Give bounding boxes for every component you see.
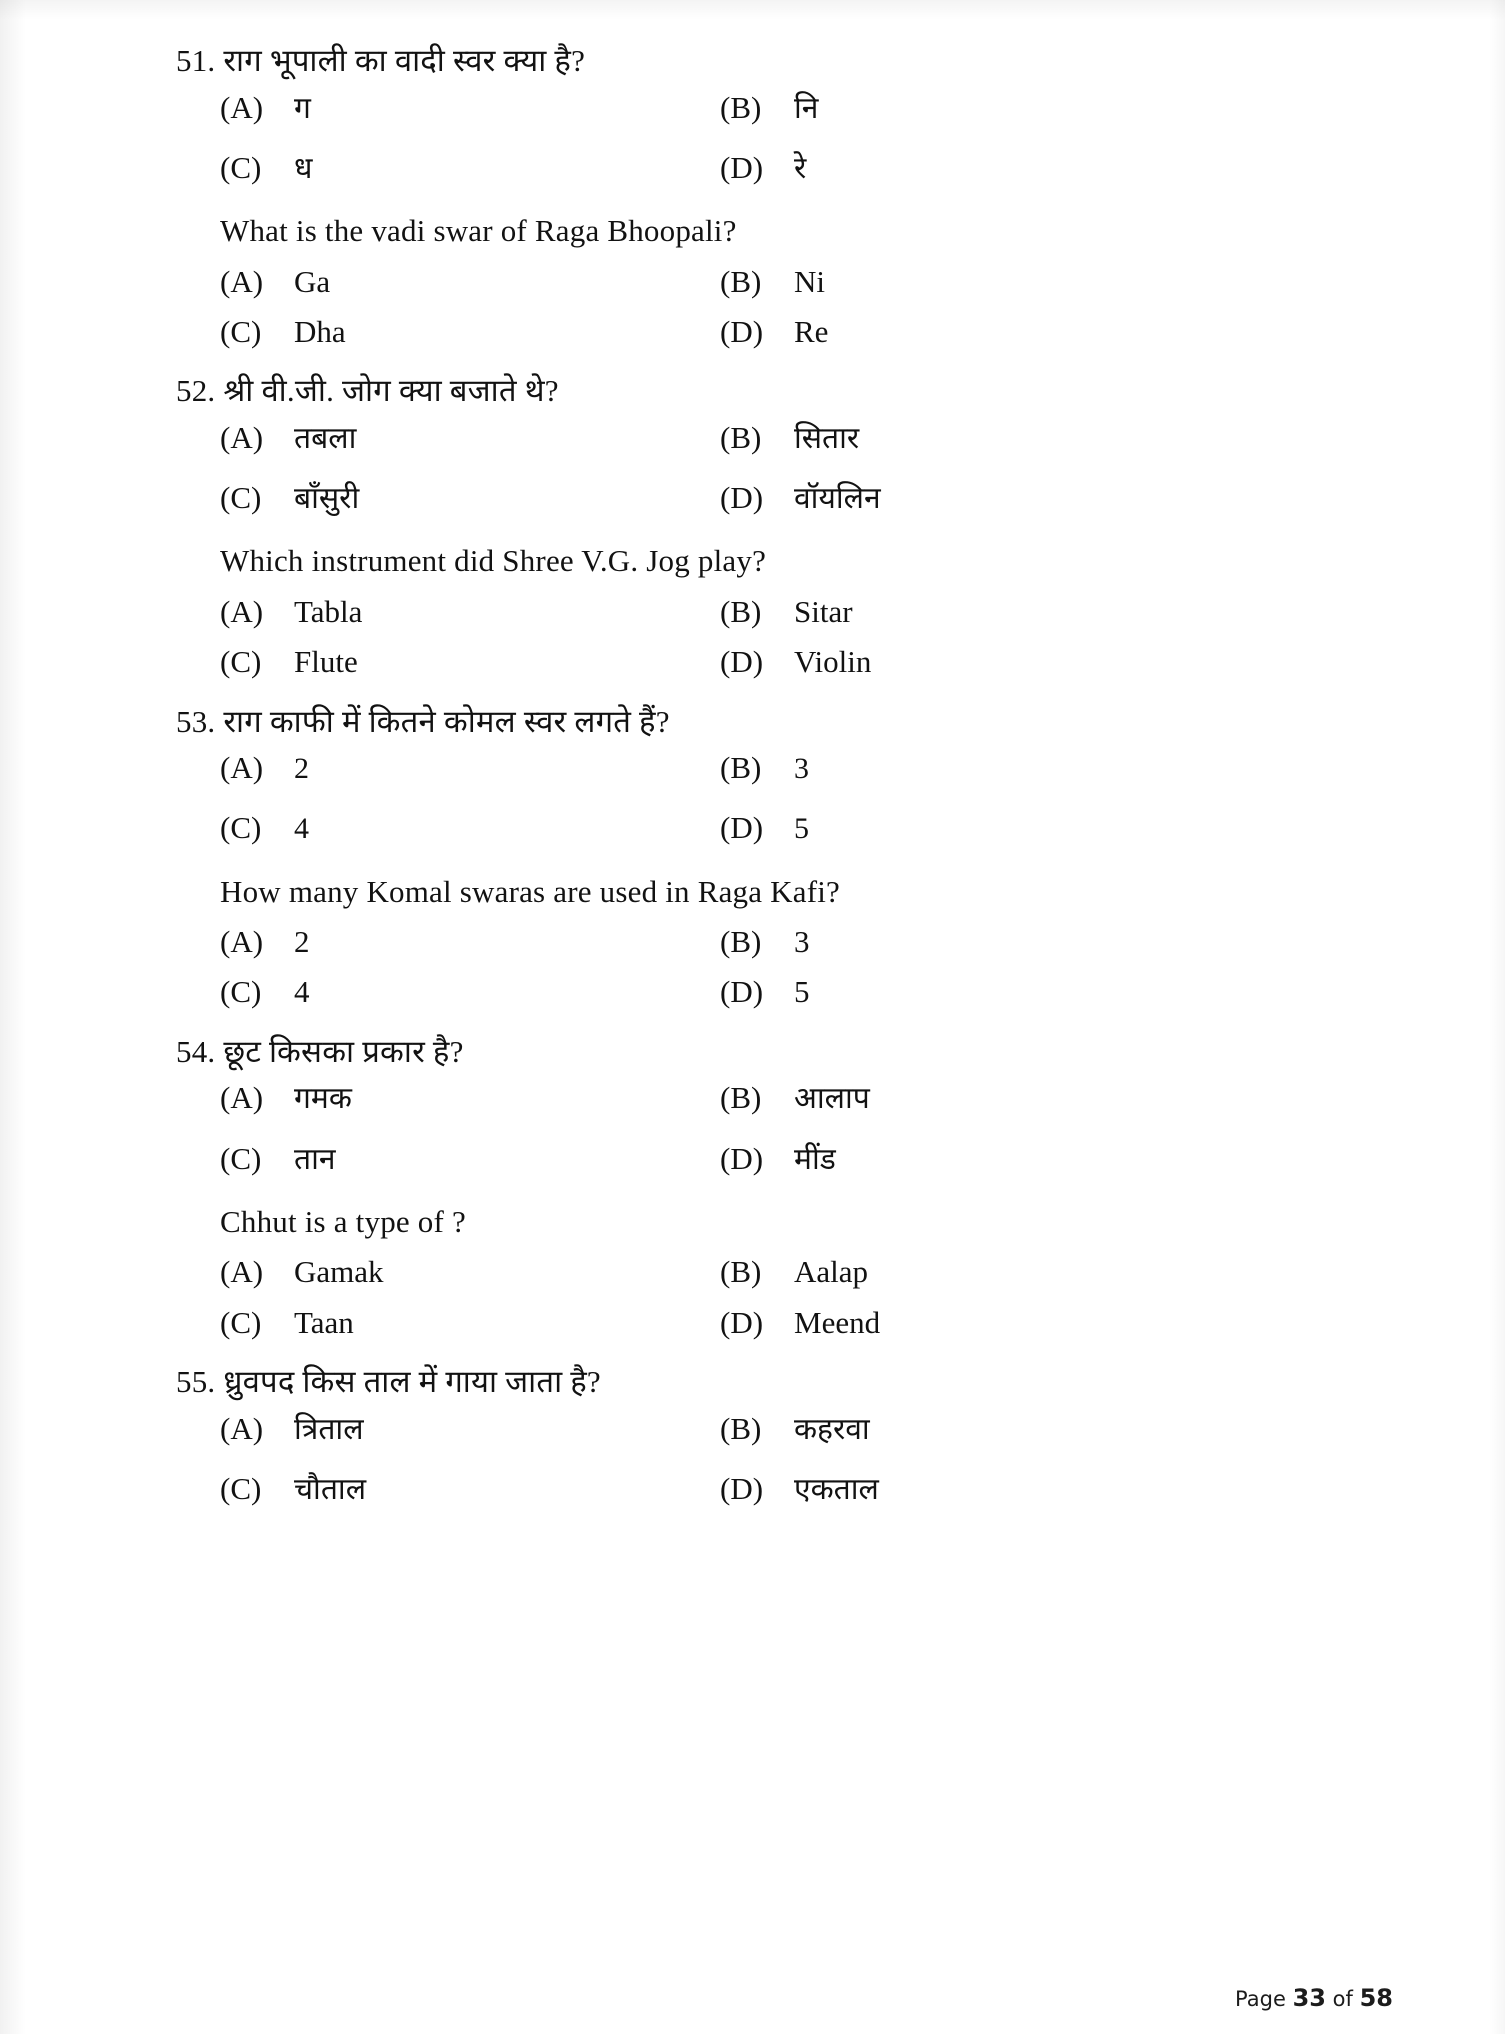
options-grid bbox=[176, 1409, 1356, 1518]
option-key: (C) bbox=[220, 1470, 262, 1506]
question-stem-hindi bbox=[176, 1361, 1356, 1403]
option-text: Violin bbox=[794, 644, 872, 680]
option-key: (C) bbox=[220, 480, 262, 516]
option-text: 5 bbox=[794, 974, 810, 1010]
option-b[interactable] bbox=[720, 1252, 1356, 1298]
block-spacer bbox=[176, 1349, 1356, 1359]
option-b[interactable] bbox=[720, 922, 1356, 968]
option-text: 4 bbox=[294, 974, 310, 1010]
option-text: 5 bbox=[794, 812, 809, 846]
question-stem-english: Which instrument did Shree V.G. Jog play? bbox=[220, 543, 767, 579]
question-text-hindi: राग काफी में कितने कोमल स्वर लगते हैं? bbox=[223, 703, 670, 739]
option-key: (A) bbox=[220, 750, 264, 786]
option-a[interactable] bbox=[220, 88, 720, 136]
option-key: (D) bbox=[720, 480, 764, 516]
option-c[interactable] bbox=[220, 1303, 720, 1349]
option-a[interactable] bbox=[220, 418, 720, 466]
option-key: (C) bbox=[220, 810, 262, 846]
options-grid bbox=[176, 1078, 1356, 1187]
option-key: (B) bbox=[720, 1410, 762, 1446]
question-stem-hindi bbox=[176, 370, 1356, 412]
footer-total-pages: 58 bbox=[1359, 1984, 1393, 2012]
option-a[interactable] bbox=[220, 922, 720, 968]
option-text: कहरवा bbox=[794, 1412, 870, 1446]
option-a[interactable] bbox=[220, 1252, 720, 1298]
footer-label-of: of bbox=[1332, 1987, 1353, 2011]
scan-shadow-left bbox=[0, 0, 26, 2034]
question-text-hindi: श्री वी.जी. जोग क्या बजाते थे? bbox=[223, 373, 559, 409]
option-text: 3 bbox=[794, 752, 809, 786]
question-number: 52. bbox=[176, 373, 216, 409]
option-text: सितार bbox=[794, 421, 860, 455]
option-key: (D) bbox=[720, 644, 764, 680]
options-grid bbox=[176, 592, 1356, 689]
question-stem-hindi bbox=[176, 1031, 1356, 1073]
option-d[interactable] bbox=[720, 808, 1356, 856]
option-text: Dha bbox=[294, 313, 346, 349]
option-b[interactable] bbox=[720, 418, 1356, 466]
option-a[interactable] bbox=[220, 1078, 720, 1126]
option-b[interactable] bbox=[720, 592, 1356, 638]
option-text: Taan bbox=[294, 1304, 354, 1340]
option-key: (D) bbox=[720, 313, 764, 349]
option-text: ध bbox=[294, 151, 313, 185]
option-key: (C) bbox=[220, 313, 262, 349]
option-b[interactable] bbox=[720, 1078, 1356, 1126]
option-text: Meend bbox=[794, 1304, 881, 1340]
question-stem-english: Chhut is a type of ? bbox=[220, 1203, 466, 1239]
question-block bbox=[176, 1361, 1356, 1517]
question-stem-hindi bbox=[176, 701, 1356, 743]
scan-shadow-top bbox=[0, 0, 1505, 20]
block-spacer bbox=[176, 689, 1356, 699]
option-b[interactable] bbox=[720, 748, 1356, 796]
block-spacer bbox=[176, 358, 1356, 368]
question-number: 55. bbox=[176, 1364, 216, 1399]
option-key: (D) bbox=[720, 810, 764, 846]
option-d[interactable] bbox=[720, 478, 1356, 526]
question-block bbox=[176, 1031, 1356, 1359]
option-key: (D) bbox=[720, 1470, 764, 1506]
question-stem-english: What is the vadi swar of Raga Bhoopali? bbox=[220, 213, 737, 249]
option-a[interactable] bbox=[220, 1409, 720, 1457]
option-text: तान bbox=[294, 1142, 336, 1176]
question-list bbox=[176, 40, 1356, 1519]
question-number: 54. bbox=[176, 1033, 216, 1069]
option-key: (A) bbox=[220, 89, 264, 125]
option-key: (B) bbox=[720, 924, 762, 960]
option-text: 2 bbox=[294, 924, 310, 960]
question-block bbox=[176, 701, 1356, 1029]
option-key: (B) bbox=[720, 89, 762, 125]
option-key: (B) bbox=[720, 1254, 762, 1290]
footer-current-page: 33 bbox=[1292, 1984, 1326, 2012]
option-d[interactable] bbox=[720, 972, 1356, 1018]
option-text: Aalap bbox=[794, 1254, 869, 1290]
option-text: 4 bbox=[294, 812, 309, 846]
option-text: 3 bbox=[794, 924, 810, 960]
option-text: Gamak bbox=[294, 1254, 384, 1290]
option-c[interactable] bbox=[220, 642, 720, 688]
question-block bbox=[176, 40, 1356, 368]
option-text: ग bbox=[294, 91, 311, 125]
option-d[interactable] bbox=[720, 1469, 1356, 1517]
option-text: मींड bbox=[794, 1142, 836, 1176]
option-key: (C) bbox=[220, 644, 262, 680]
option-c[interactable] bbox=[220, 1139, 720, 1187]
option-text: त्रिताल bbox=[294, 1412, 364, 1446]
page-footer bbox=[1235, 1984, 1393, 2012]
scan-shadow-right bbox=[1489, 0, 1505, 2034]
option-b[interactable] bbox=[720, 88, 1356, 136]
option-key: (B) bbox=[720, 263, 762, 299]
option-text: गमक bbox=[294, 1082, 352, 1116]
option-text: 2 bbox=[294, 752, 309, 786]
option-text: Ga bbox=[294, 263, 331, 299]
option-d[interactable] bbox=[720, 1139, 1356, 1187]
option-c[interactable] bbox=[220, 808, 720, 856]
option-b[interactable] bbox=[720, 1409, 1356, 1457]
option-a[interactable] bbox=[220, 262, 720, 308]
option-key: (D) bbox=[720, 1304, 764, 1340]
option-c[interactable] bbox=[220, 312, 720, 358]
option-c[interactable] bbox=[220, 1469, 720, 1517]
option-key: (A) bbox=[220, 593, 264, 629]
option-text: Re bbox=[794, 313, 829, 349]
option-key: (C) bbox=[220, 149, 262, 185]
options-grid bbox=[176, 88, 1356, 197]
option-d[interactable] bbox=[720, 1303, 1356, 1349]
option-key: (B) bbox=[720, 593, 762, 629]
option-a[interactable] bbox=[220, 592, 720, 638]
option-text: रे bbox=[794, 151, 807, 185]
option-d[interactable] bbox=[720, 312, 1356, 358]
option-d[interactable] bbox=[720, 642, 1356, 688]
option-key: (A) bbox=[220, 924, 264, 960]
option-text: Tabla bbox=[294, 593, 363, 629]
option-text: तबला bbox=[294, 421, 357, 455]
option-key: (B) bbox=[720, 419, 762, 455]
option-key: (C) bbox=[220, 974, 262, 1010]
option-key: (A) bbox=[220, 1254, 264, 1290]
option-text: एकताल bbox=[794, 1472, 879, 1506]
option-key: (C) bbox=[220, 1304, 262, 1340]
option-text: Flute bbox=[294, 644, 358, 680]
option-c[interactable] bbox=[220, 148, 720, 196]
option-text: Sitar bbox=[794, 593, 853, 629]
options-grid bbox=[176, 1252, 1356, 1349]
question-stem-hindi bbox=[176, 40, 1356, 82]
option-key: (B) bbox=[720, 1080, 762, 1116]
option-key: (D) bbox=[720, 1140, 764, 1176]
footer-label-page: Page bbox=[1235, 1987, 1286, 2011]
option-text: Ni bbox=[794, 263, 825, 299]
option-key: (A) bbox=[220, 1080, 264, 1116]
option-key: (D) bbox=[720, 149, 764, 185]
option-key: (A) bbox=[220, 1410, 264, 1446]
block-spacer bbox=[176, 1019, 1356, 1029]
option-a[interactable] bbox=[220, 748, 720, 796]
question-number: 51. bbox=[176, 43, 216, 78]
option-text: चौताल bbox=[294, 1472, 367, 1506]
option-c[interactable] bbox=[220, 972, 720, 1018]
option-text: वॉयलिन bbox=[794, 482, 881, 516]
options-grid bbox=[176, 748, 1356, 857]
options-grid bbox=[176, 262, 1356, 359]
option-b[interactable] bbox=[720, 262, 1356, 308]
options-grid bbox=[176, 922, 1356, 1019]
question-text-hindi: ध्रुवपद किस ताल में गाया जाता है? bbox=[223, 1364, 601, 1399]
option-key: (A) bbox=[220, 263, 264, 299]
question-text-hindi: राग भूपाली का वादी स्वर क्या है? bbox=[223, 43, 586, 78]
option-key: (C) bbox=[220, 1140, 262, 1176]
option-text: नि bbox=[794, 91, 819, 125]
option-d[interactable] bbox=[720, 148, 1356, 196]
option-key: (B) bbox=[720, 750, 762, 786]
option-c[interactable] bbox=[220, 478, 720, 526]
question-text-hindi: छूट किसका प्रकार है? bbox=[223, 1033, 464, 1069]
question-number: 53. bbox=[176, 703, 216, 739]
question-stem-english: How many Komal swaras are used in Raga Kafi? bbox=[220, 873, 840, 909]
option-key: (A) bbox=[220, 419, 264, 455]
option-text: आलाप bbox=[794, 1082, 870, 1116]
option-key: (D) bbox=[720, 974, 764, 1010]
question-block bbox=[176, 370, 1356, 698]
options-grid bbox=[176, 418, 1356, 527]
option-text: बाँसुरी bbox=[294, 482, 360, 516]
